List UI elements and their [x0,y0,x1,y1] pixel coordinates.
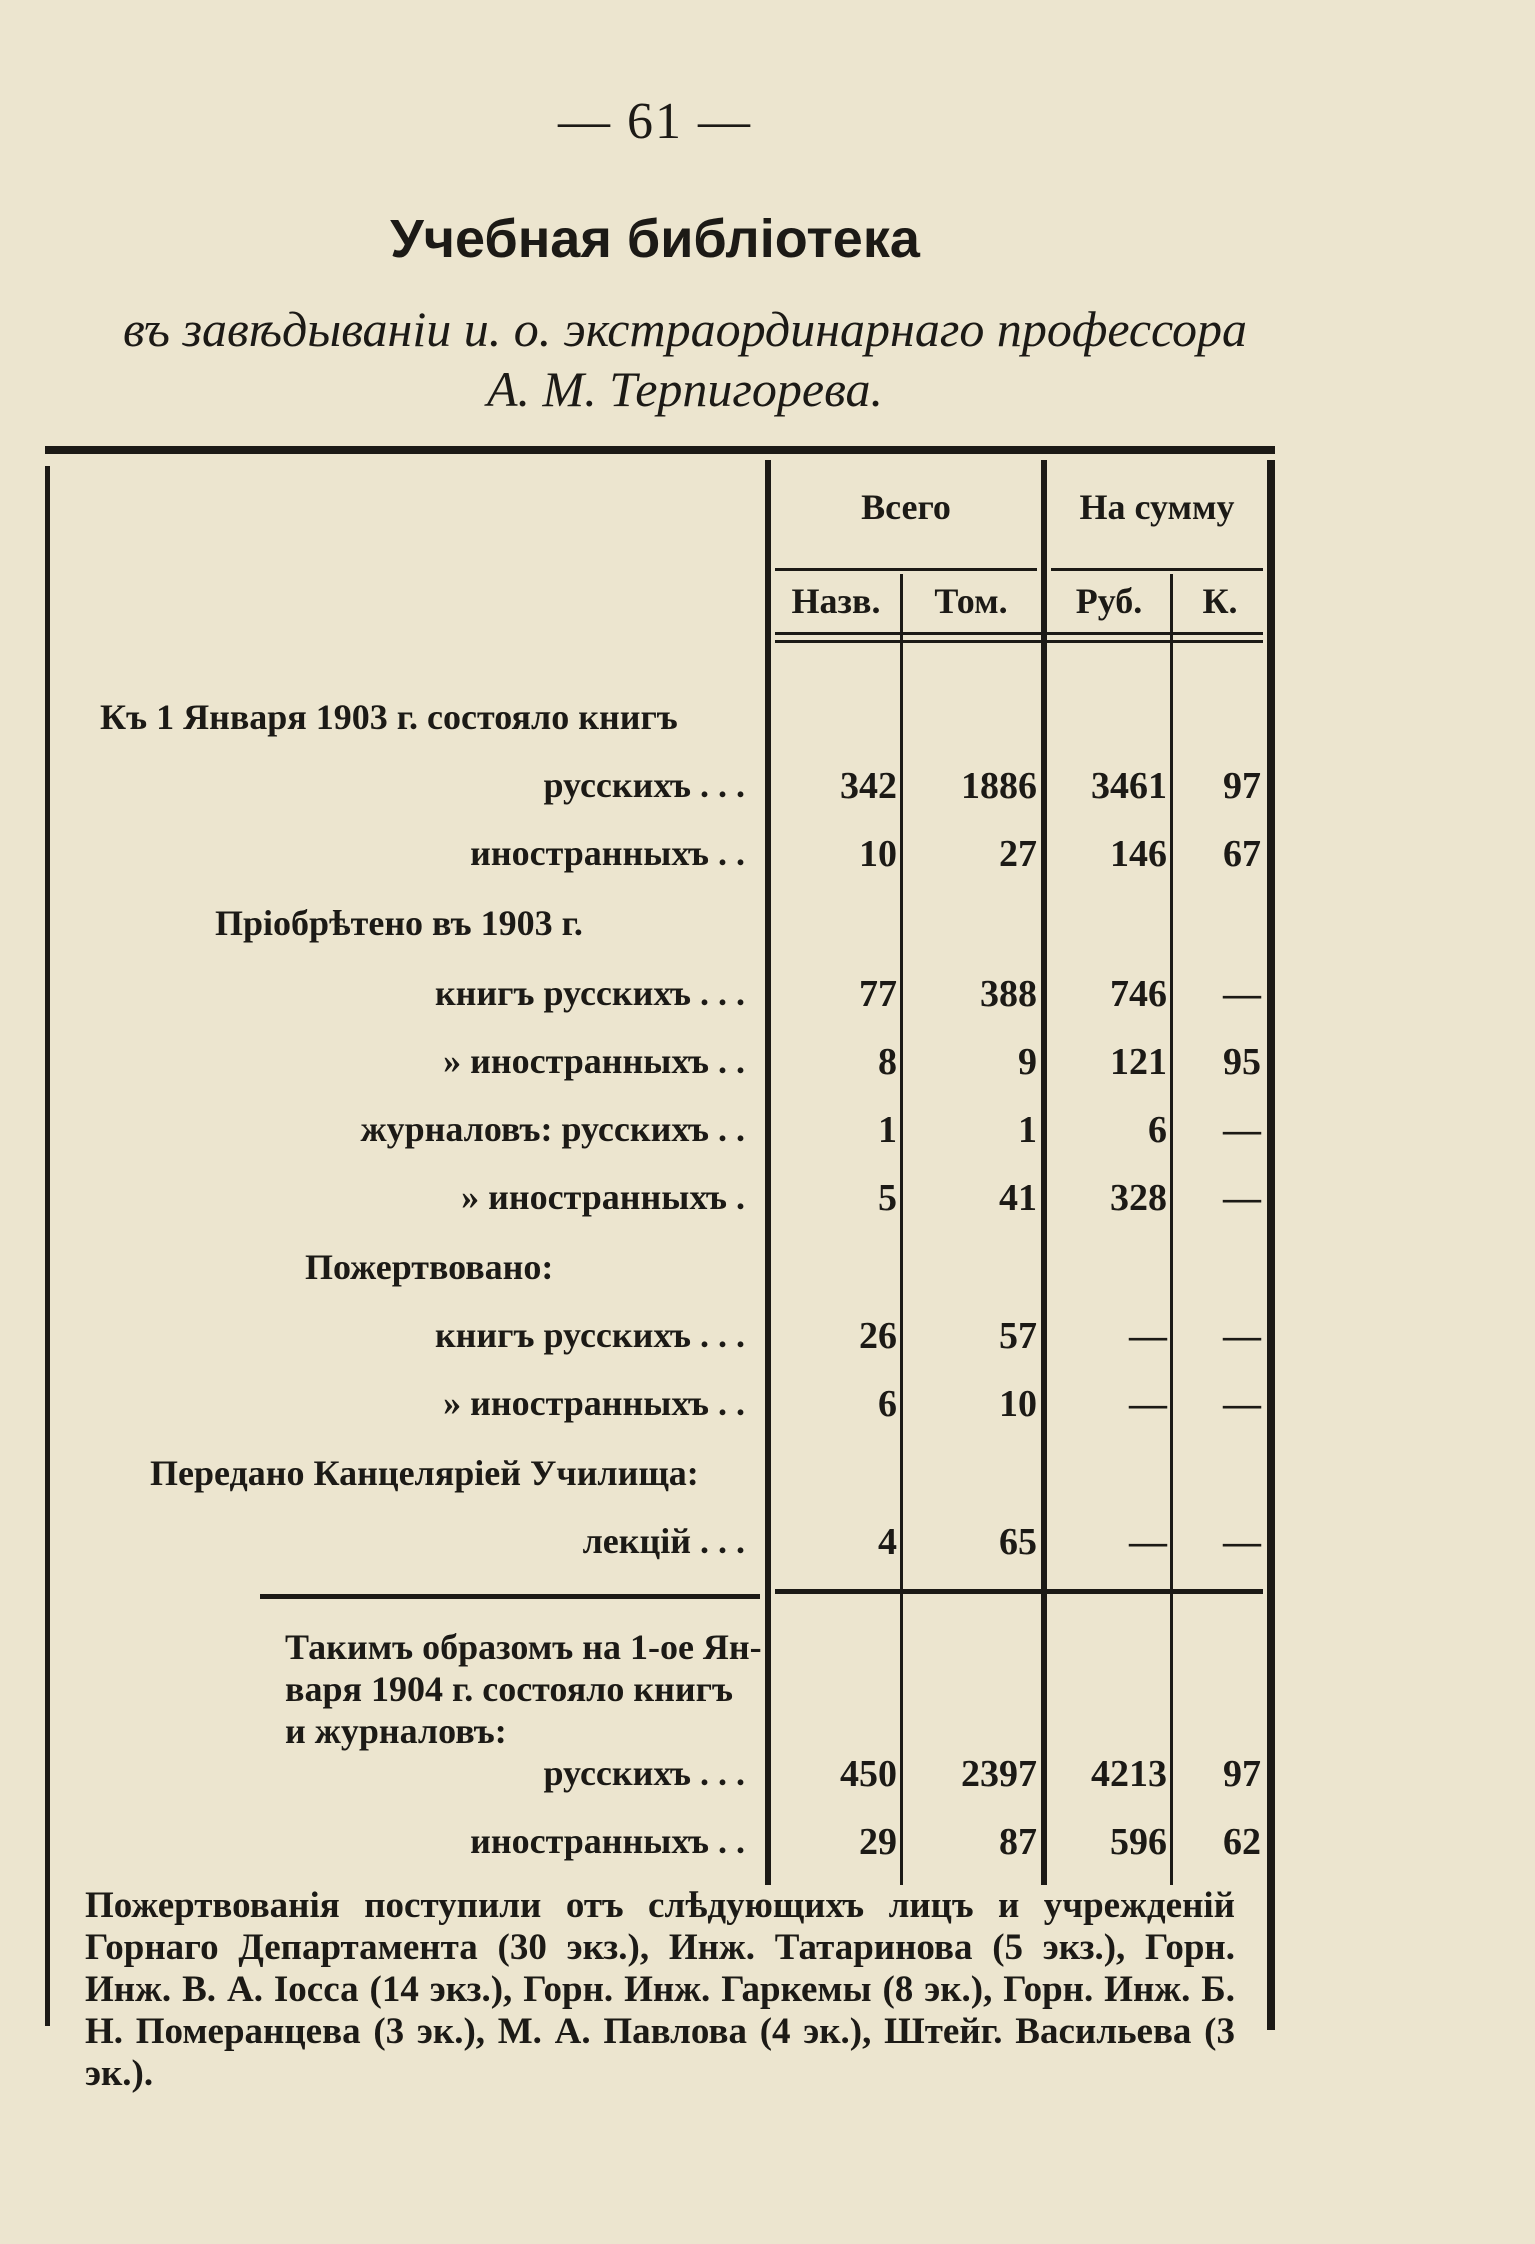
header-bottom-rule [775,632,1263,635]
cell-k: 97 [1223,765,1261,807]
cell-k: — [1223,1383,1261,1425]
cell-r: 6 [1148,1109,1167,1151]
row-label: иностранныхъ . . [470,833,745,873]
footnote: Пожертвованія поступили отъ слѣдующихъ лицъ и учрежденій Горнаго Департамента (30 экз.), Инж. Татаринова (5 экз.), Горн. Инж. В. А. Іосса (14 экз.), Горн. Инж. Гаркемы (8 эк.), Горн. Инж. Б. Н. Померанцева (3 эк.), М. А. Павлова (4 эк.), Штейг. Васильева (3 эк.). [85,1885,1235,2094]
total-label-line-3: и журналовъ: [285,1711,507,1751]
total-row-label: иностранныхъ . . [470,1821,745,1861]
cell-t: 41 [999,1177,1037,1219]
subtitle-line-1: въ завѣдываніи и. о. экстраординарнаго профессора [122,301,1248,357]
label-divider [765,460,771,1885]
cell-t: 388 [980,973,1037,1015]
rub-kop-divider [1170,574,1173,1885]
row-label: Къ 1 Января 1903 г. состояло книгъ [100,697,678,737]
cell-k: 67 [1223,833,1261,875]
library-table [45,446,1275,2041]
total-cell-n: 29 [859,1821,897,1863]
cell-r: 3461 [1091,765,1167,807]
names-volumes-divider [900,574,903,1885]
group-divider [1041,460,1047,1885]
row-label: журналовъ: русскихъ . . [360,1109,745,1149]
row-label: » иностранныхъ . . [443,1041,745,1081]
total-row-label: русскихъ . . . [543,1753,745,1793]
header-sum: На сумму [1079,487,1235,527]
total-cell-r: 4213 [1091,1753,1167,1795]
row-label: лекцій . . . [582,1521,745,1561]
header-kop: К. [1202,581,1238,621]
cell-t: 10 [999,1383,1037,1425]
cell-k: — [1223,1521,1261,1563]
total-cell-t: 2397 [961,1753,1037,1795]
total-label-line-1: Такимъ образомъ на 1-ое Ян- [285,1627,762,1667]
subtitle-line-2: А. М. Терпигорева. [487,361,883,417]
cell-r: — [1129,1521,1167,1563]
cell-n: 10 [859,833,897,875]
cell-r: 746 [1110,973,1167,1015]
cell-k: — [1223,1109,1261,1151]
page-number: — 61 — [558,93,752,150]
cell-t: 9 [1018,1041,1037,1083]
total-cell-t: 87 [999,1821,1037,1863]
row-label: русскихъ . . . [543,765,745,805]
row-label: книгъ русскихъ . . . [434,973,745,1013]
cell-t: 27 [999,833,1037,875]
group-header-rule-left [775,568,1037,571]
top-rule [45,446,1275,454]
header-bottom-rule-2 [775,640,1263,643]
header-total: Всего [861,487,951,527]
total-separator-right [775,1589,1263,1594]
total-cell-k: 62 [1223,1821,1261,1863]
total-cell-n: 450 [840,1753,897,1795]
cell-t: 57 [999,1315,1037,1357]
cell-k: — [1223,973,1261,1015]
cell-r: 328 [1110,1177,1167,1219]
cell-r: — [1129,1383,1167,1425]
left-border [45,466,50,2026]
cell-r: 146 [1110,833,1167,875]
total-cell-k: 97 [1223,1753,1261,1795]
cell-n: 8 [878,1041,897,1083]
cell-n: 4 [878,1521,897,1563]
total-label-line-2: варя 1904 г. состояло книгъ [285,1669,733,1709]
page-title: Учебная библіотека [390,209,920,269]
row-label: Пріобрѣтено въ 1903 г. [215,903,583,943]
cell-r: — [1129,1315,1167,1357]
cell-t: 1886 [961,765,1037,807]
cell-n: 26 [859,1315,897,1357]
cell-n: 6 [878,1383,897,1425]
right-border [1267,460,1275,2030]
cell-k: — [1223,1315,1261,1357]
row-label: » иностранныхъ . [461,1177,745,1217]
cell-t: 65 [999,1521,1037,1563]
group-header-rule-right [1051,568,1263,571]
header-rub: Руб. [1075,581,1143,621]
cell-n: 77 [859,973,897,1015]
cell-r: 121 [1110,1041,1167,1083]
cell-k: — [1223,1177,1261,1219]
total-separator-left [260,1594,760,1599]
cell-n: 1 [878,1109,897,1151]
cell-n: 342 [840,765,897,807]
header-names: Назв. [791,581,881,621]
row-label: Пожертвовано: [305,1247,554,1287]
row-label: книгъ русскихъ . . . [434,1315,745,1355]
row-label: Передано Канцеляріей Училища: [150,1453,699,1493]
header-volumes: Том. [934,581,1008,621]
total-cell-r: 596 [1110,1821,1167,1863]
cell-k: 95 [1223,1041,1261,1083]
cell-t: 1 [1018,1109,1037,1151]
cell-n: 5 [878,1177,897,1219]
row-label: » иностранныхъ . . [443,1383,745,1423]
